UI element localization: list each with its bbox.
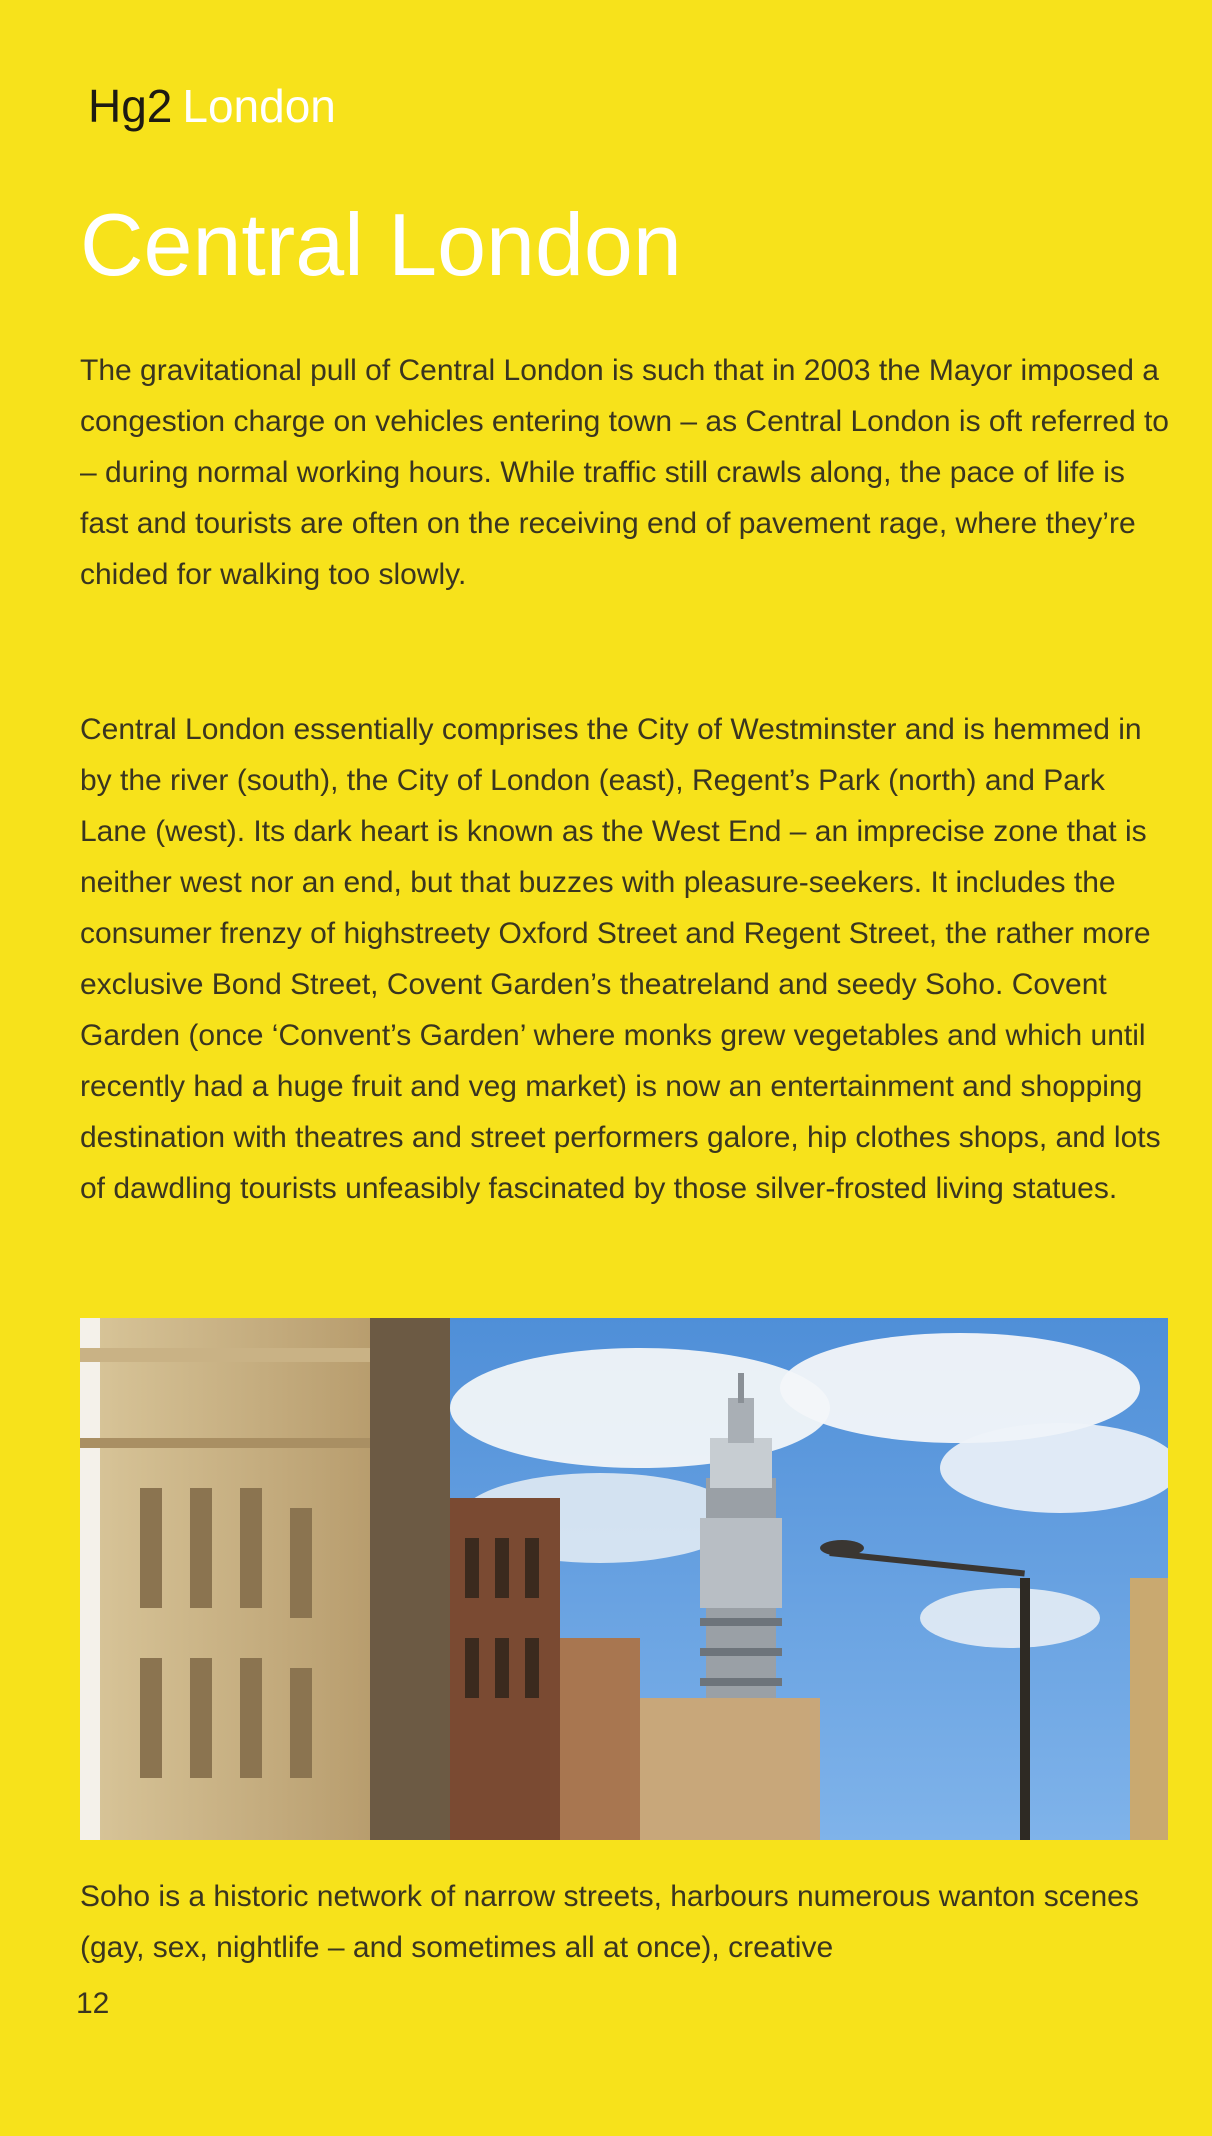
brand-city: London: [182, 80, 336, 132]
page-number: 12: [76, 1987, 110, 2020]
intro-paragraph: The gravitational pull of Central London is such that in 2003 the Mayor imposed a congestion charge on vehicles entering town – as Central London is oft referred to – during normal working hours. While traffic still crawls along, the pace of life is fast and tourists are often on the receiving end of pavement rage, where they’re chided for walking too slowly.: [80, 354, 1169, 591]
brand-name: Hg2: [88, 80, 173, 132]
soho-paragraph: Soho is a historic network of narrow streets, harbours numerous wanton scenes (gay, sex, nightlife – and sometimes all at once), creative: [80, 1880, 1139, 1964]
body-paragraph: Central London essentially comprises the City of Westminster and is hemmed in by the river (south), the City of London (east), Regent’s Park (north) and Park Lane (west). Its dark heart is known as the West End – an imprecise zone that is neither west nor an end, but that buzzes with pleasure-seekers. It includes the consumer frenzy of highstreety Oxford Street and Regent Street, the rather more exclusive Bond Street, Covent Garden’s theatreland and seedy Soho. Covent Garden (once ‘Convent’s Garden’ where monks grew vegetables and which until recently had a huge fruit and veg market) is now an entertainment and shopping destination with theatres and street performers galore, hip clothes shops, and lots of dawdling tourists unfeasibly fascinated by those silver-frosted living statues.: [80, 713, 1161, 1205]
guide-brand: [88, 78, 336, 134]
bt-tower-street-photo: [80, 1318, 1168, 1840]
page-title: Central London: [80, 195, 682, 294]
